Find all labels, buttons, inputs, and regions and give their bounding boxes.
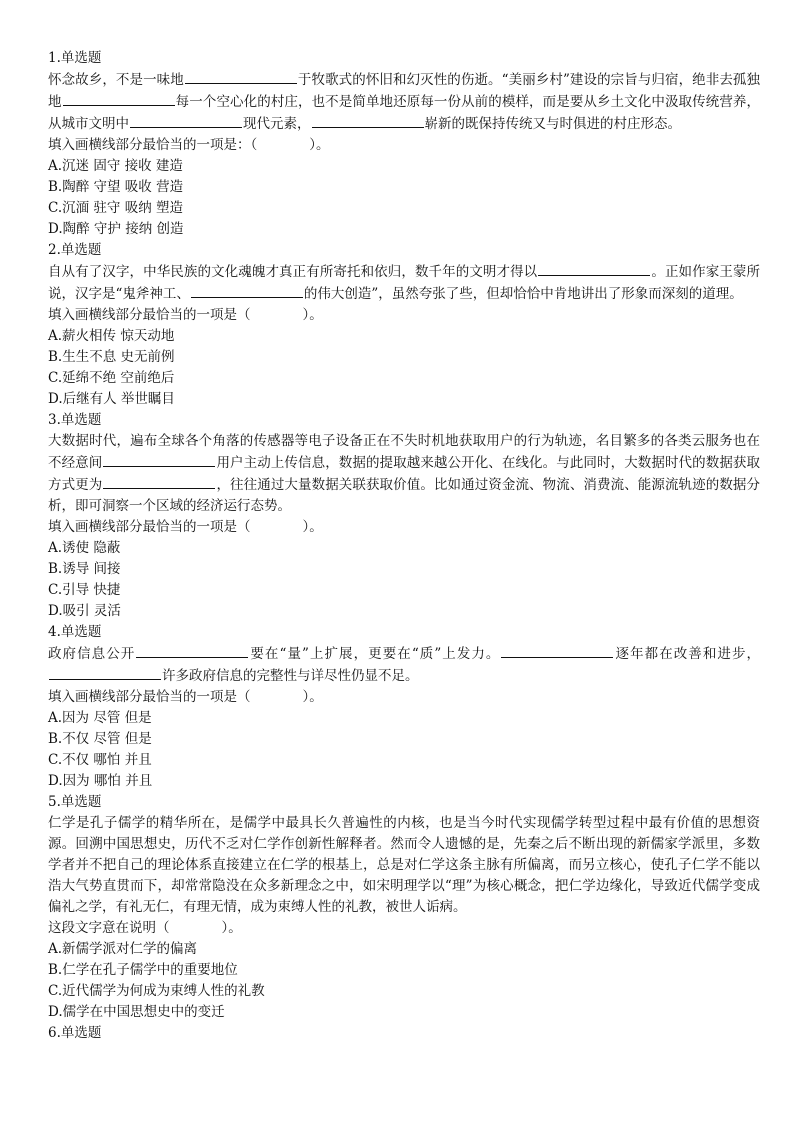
question-4-header: 4.单选题 (48, 624, 102, 640)
option-c: C.沉湎 驻守 吸纳 塑造 (48, 200, 184, 216)
option-a: A.新儒学派对仁学的偏离 (48, 941, 198, 957)
question-1-header: 1.单选题 (48, 50, 102, 66)
fill-blank (538, 261, 650, 276)
question-2-prompt: 填入画横线部分最恰当的一项是（ ）。 (48, 307, 323, 323)
question-4-prompt: 填入画横线部分最恰当的一项是（ ）。 (48, 689, 323, 705)
question-5-header: 5.单选题 (48, 794, 102, 810)
question-1-prompt: 填入画横线部分最恰当的一项是：（ ）。 (48, 137, 330, 153)
option-d: D.吸引 灵活 (48, 603, 121, 619)
option-a: A.薪火相传 惊天动地 (48, 328, 175, 344)
fill-blank (185, 69, 297, 84)
option-b: B.生生不息 史无前例 (48, 349, 175, 365)
fill-blank (130, 113, 242, 128)
question-4-stem: 政府信息公开 要在“量”上扩展，更要在“质”上发力。 逐年都在改善和进步，许多政府信息的完整性与详尽性仍显不足。 (48, 643, 760, 687)
option-b: B.不仅 尽管 但是 (48, 731, 152, 747)
question-3-prompt: 填入画横线部分最恰当的一项是（ ）。 (48, 519, 323, 535)
option-a: A.因为 尽管 但是 (48, 710, 152, 726)
fill-blank (103, 474, 215, 489)
option-c: C.不仅 哪怕 并且 (48, 752, 152, 768)
option-d: D.后继有人 举世瞩目 (48, 391, 175, 407)
fill-blank (63, 91, 175, 106)
option-c: C.引导 快捷 (48, 582, 121, 598)
option-c: C.近代儒学为何成为束缚人性的礼教 (48, 983, 265, 999)
question-3-header: 3.单选题 (48, 412, 102, 428)
option-a: A.沉迷 固守 接收 建造 (48, 158, 183, 174)
option-b: B.陶醉 守望 吸收 营造 (48, 179, 184, 195)
fill-blank (312, 113, 424, 128)
question-2-header: 2.单选题 (48, 242, 102, 258)
question-5-prompt: 这段文字意在说明（ ）。 (48, 920, 242, 936)
question-2-stem: 自从有了汉字，中华民族的文化魂魄才真正有所寄托和依归，数千年的文明才得以 。正如作家王蒙所说，汉字是“鬼斧神工、 的伟大创造”，虽然夸张了些，但却恰恰中肯地讲出了形象而深刻的道理。 (48, 261, 760, 305)
option-d: D.陶醉 守护 接纳 创造 (48, 221, 184, 237)
question-1-stem: 怀念故乡，不是一味地 于牧歌式的怀旧和幻灭性的伤逝。“美丽乡村”建设的宗旨与归宿，绝非去孤独地 每一个空心化的村庄，也不是简单地还原每一份从前的模样，而是要从乡土文化中汲取传统营养，从城市文明中 现代元素， 崭新的既保持传统又与时俱进的村庄形态。 (48, 69, 760, 135)
fill-blank (501, 643, 613, 658)
option-a: A.诱使 隐蔽 (48, 540, 121, 556)
option-c: C.延绵不绝 空前绝后 (48, 370, 175, 386)
option-d: D.儒学在中国思想史中的变迁 (48, 1004, 225, 1020)
question-3-stem: 大数据时代，遍布全球各个角落的传感器等电子设备正在不失时机地获取用户的行为轨迹，名目繁多的各类云服务也在不经意间 用户主动上传信息，数据的提取越来越公开化、在线化。与此同时，大数据时代的数据获取方式更为 ，往往通过大量数据关联获取价值。比如通过资金流、物流、消费流、能源流轨迹的数据分析，即可洞察一个区域的经济运行态势。 (48, 433, 761, 514)
option-d: D.因为 哪怕 并且 (48, 773, 153, 789)
fill-blank (136, 643, 248, 658)
question-6-header: 6.单选题 (48, 1025, 102, 1041)
exam-page (48, 48, 760, 1044)
fill-blank (191, 283, 303, 298)
fill-blank (49, 665, 161, 680)
option-b: B.诱导 间接 (48, 561, 121, 577)
question-5-stem: 仁学是孔子儒学的精华所在，是儒学中最具长久普遍性的内核，也是当今时代实现儒学转型过程中最有价值的思想资源。回溯中国思想史，历代不乏对仁学作创新性解释者。然而令人遗憾的是，先秦之后不断出现的新儒家学派里，多数学者并不把自己的理论体系直接建立在仁学的根基上，总是对仁学这条主脉有所偏离，而另立核心，使孔子仁学不能以浩大气势直贯而下，却常常隐没在众多新理念之中，如宋明理学以“理”为核心概念，把仁学边缘化，导致近代儒学变成偏礼之学，有礼无仁，有理无情，成为束缚人性的礼教，被世人诟病。 (48, 815, 760, 915)
option-b: B.仁学在孔子儒学中的重要地位 (48, 962, 238, 978)
fill-blank (103, 452, 215, 467)
